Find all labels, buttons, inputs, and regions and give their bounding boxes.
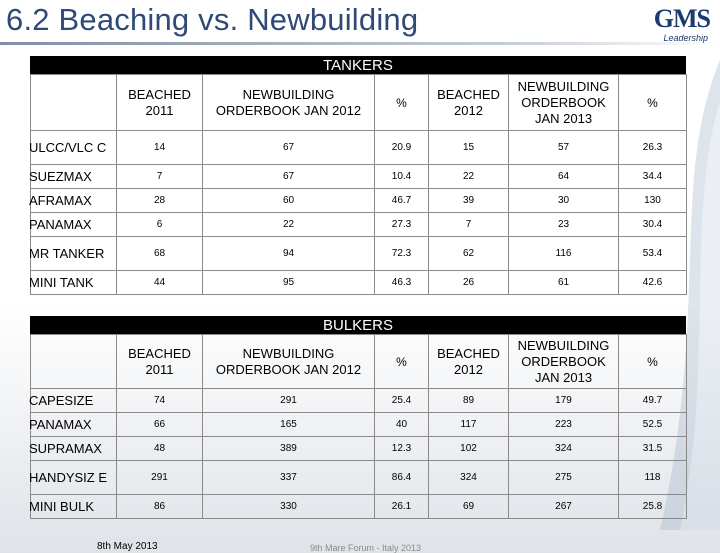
table-cell: 324: [429, 461, 509, 495]
table-row: [31, 437, 687, 461]
bulkers-header-pct-2012: %: [375, 335, 429, 389]
table-cell: 389: [203, 437, 375, 461]
tankers-header-beached-2011: BEACHED 2011: [117, 75, 203, 131]
table-cell: 30: [509, 189, 619, 213]
table-cell: 22: [429, 165, 509, 189]
table-cell: 324: [509, 437, 619, 461]
table-cell: 31.5: [619, 437, 687, 461]
table-cell: 130: [619, 189, 687, 213]
row-label: PANAMAX: [31, 413, 117, 437]
title-divider: [0, 42, 720, 45]
table-cell: 6: [117, 213, 203, 237]
table-cell: 118: [619, 461, 687, 495]
table-cell: 74: [117, 389, 203, 413]
table-cell: 165: [203, 413, 375, 437]
table-cell: 25.4: [375, 389, 429, 413]
table-cell: 116: [509, 237, 619, 271]
table-cell: 44: [117, 271, 203, 295]
row-label: ULCC/VLC C: [31, 131, 117, 165]
table-row: [31, 165, 687, 189]
table-cell: 67: [203, 131, 375, 165]
tankers-section-bar: [30, 56, 686, 74]
table-cell: 40: [375, 413, 429, 437]
table-cell: 46.3: [375, 271, 429, 295]
table-cell: 94: [203, 237, 375, 271]
logo-text: GMS: [653, 4, 710, 33]
table-row: [31, 413, 687, 437]
row-label: PANAMAX: [31, 213, 117, 237]
table-cell: 179: [509, 389, 619, 413]
table-row: [31, 495, 687, 519]
table-cell: 72.3: [375, 237, 429, 271]
table-cell: 61: [509, 271, 619, 295]
table-cell: 14: [117, 131, 203, 165]
table-cell: 7: [117, 165, 203, 189]
table-cell: 22: [203, 213, 375, 237]
table-cell: 60: [203, 189, 375, 213]
row-label: SUEZMAX: [31, 165, 117, 189]
table-cell: 26.3: [619, 131, 687, 165]
table-cell: 26: [429, 271, 509, 295]
table-cell: 330: [203, 495, 375, 519]
table-cell: 66: [117, 413, 203, 437]
table-cell: 64: [509, 165, 619, 189]
table-cell: 117: [429, 413, 509, 437]
table-cell: 89: [429, 389, 509, 413]
row-label: SUPRAMAX: [31, 437, 117, 461]
table-cell: 68: [117, 237, 203, 271]
table-cell: 20.9: [375, 131, 429, 165]
table-cell: 30.4: [619, 213, 687, 237]
tankers-header-row: [31, 75, 687, 131]
bulkers-header-beached-2012: BEACHED 2012: [429, 335, 509, 389]
tankers-header-vessel: [31, 75, 117, 131]
table-cell: 12.3: [375, 437, 429, 461]
table-cell: 102: [429, 437, 509, 461]
row-label: MINI TANK: [31, 271, 117, 295]
table-row: [31, 389, 687, 413]
table-cell: 57: [509, 131, 619, 165]
tankers-header-orderbook-2012: NEWBUILDING ORDERBOOK JAN 2012: [203, 75, 375, 131]
bulkers-header-row: [31, 335, 687, 389]
tankers-header-pct-2012: %: [375, 75, 429, 131]
table-cell: 46.7: [375, 189, 429, 213]
table-row: [31, 461, 687, 495]
table-cell: 48: [117, 437, 203, 461]
table-cell: 27.3: [375, 213, 429, 237]
row-label: AFRAMAX: [31, 189, 117, 213]
table-cell: 42.6: [619, 271, 687, 295]
logo-subtext: Leadership: [663, 33, 708, 43]
table-cell: 337: [203, 461, 375, 495]
bulkers-section-title: BULKERS: [322, 317, 394, 334]
tankers-header-beached-2012: BEACHED 2012: [429, 75, 509, 131]
table-cell: 28: [117, 189, 203, 213]
table-cell: 52.5: [619, 413, 687, 437]
tankers-header-orderbook-2013: NEWBUILDING ORDERBOOK JAN 2013: [509, 75, 619, 131]
table-row: [31, 213, 687, 237]
table-cell: 53.4: [619, 237, 687, 271]
table-cell: 15: [429, 131, 509, 165]
table-cell: 291: [117, 461, 203, 495]
table-cell: 39: [429, 189, 509, 213]
table-cell: 267: [509, 495, 619, 519]
table-cell: 69: [429, 495, 509, 519]
table-cell: 34.4: [619, 165, 687, 189]
slide-title: 6.2 Beaching vs. Newbuilding: [6, 2, 419, 37]
footer-event: 9th Mare Forum - Italy 2013: [310, 543, 422, 553]
table-cell: 23: [509, 213, 619, 237]
gms-logo: [640, 4, 710, 44]
row-label: MINI BULK: [31, 495, 117, 519]
table-row: [31, 189, 687, 213]
table-cell: 7: [429, 213, 509, 237]
table-row: [31, 271, 687, 295]
tankers-header-pct-2013: %: [619, 75, 687, 131]
table-cell: 291: [203, 389, 375, 413]
table-row: [31, 237, 687, 271]
table-cell: 25.8: [619, 495, 687, 519]
table-cell: 10.4: [375, 165, 429, 189]
row-label: CAPESIZE: [31, 389, 117, 413]
table-cell: 67: [203, 165, 375, 189]
row-label: HANDYSIZ E: [31, 461, 117, 495]
table-row: [31, 131, 687, 165]
bulkers-section-bar: [30, 316, 686, 334]
table-cell: 49.7: [619, 389, 687, 413]
bulkers-table: [30, 334, 687, 519]
bulkers-header-beached-2011: BEACHED 2011: [117, 335, 203, 389]
table-cell: 86: [117, 495, 203, 519]
row-label: MR TANKER: [31, 237, 117, 271]
footer-date: 8th May 2013: [97, 541, 158, 552]
table-cell: 86.4: [375, 461, 429, 495]
tankers-section-title: TANKERS: [323, 57, 393, 74]
bulkers-header-vessel: [31, 335, 117, 389]
table-cell: 275: [509, 461, 619, 495]
table-cell: 95: [203, 271, 375, 295]
bulkers-header-orderbook-2012: NEWBUILDING ORDERBOOK JAN 2012: [203, 335, 375, 389]
table-cell: 223: [509, 413, 619, 437]
bulkers-header-pct-2013: %: [619, 335, 687, 389]
table-cell: 26.1: [375, 495, 429, 519]
bulkers-header-orderbook-2013: NEWBUILDING ORDERBOOK JAN 2013: [509, 335, 619, 389]
table-cell: 62: [429, 237, 509, 271]
tankers-table: [30, 74, 687, 295]
